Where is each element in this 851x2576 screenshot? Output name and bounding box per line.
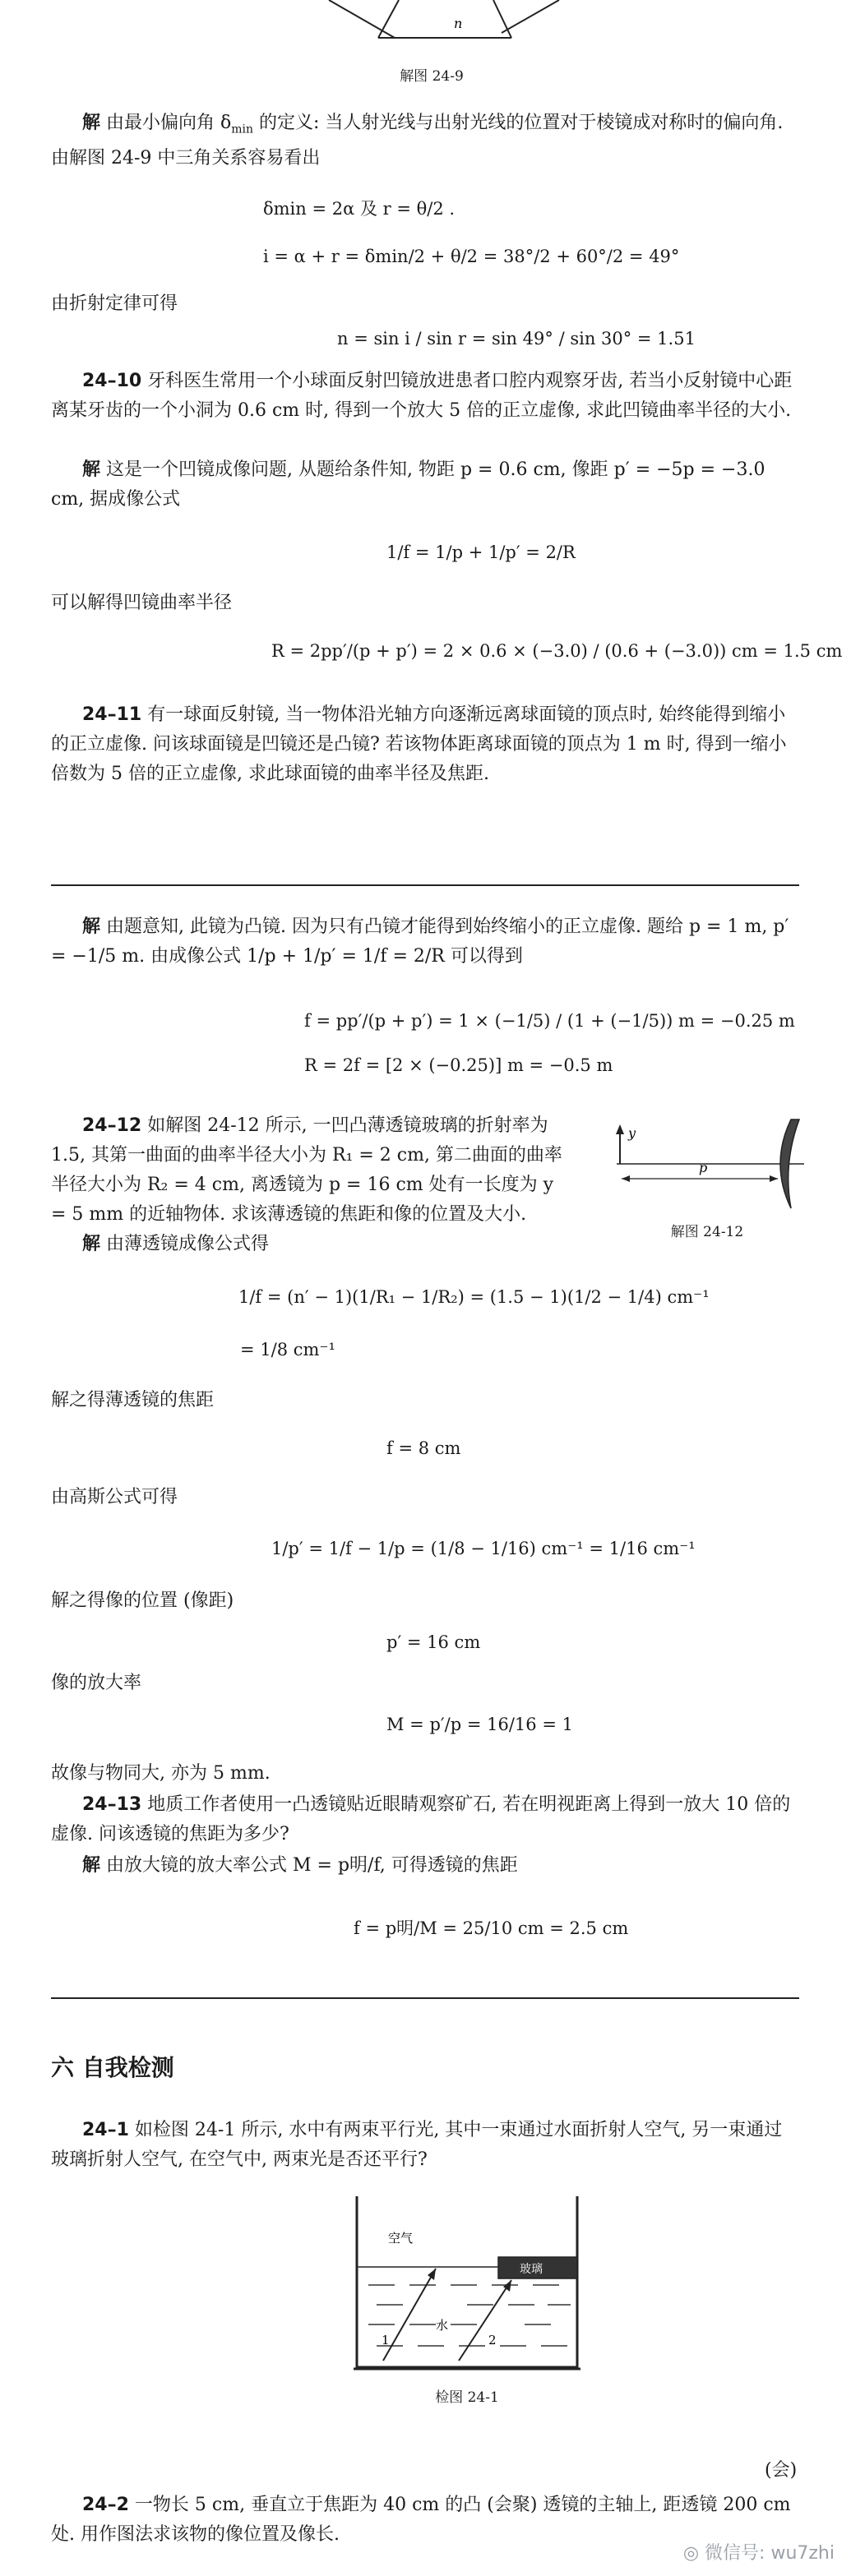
solution-24-10 bbox=[51, 455, 799, 515]
prism-left-edge bbox=[378, 0, 399, 38]
object-distance-label: p bbox=[699, 1160, 708, 1175]
problem-text: 如检图 24-1 所示, 水中有两束平行光, 其中一束通过水面折射人空气, 另一束通过玻璃折射人空气, 在空气中, 两束光是否还平行? bbox=[51, 2120, 783, 2170]
section-divider bbox=[51, 1997, 799, 1999]
problem-number: 24–10 bbox=[82, 371, 142, 391]
ray-2 bbox=[459, 2280, 511, 2361]
solution-24-12-focal-text: 解之得薄透镜的焦距 bbox=[51, 1390, 215, 1410]
solution-24-12-gauss-text: 由高斯公式可得 bbox=[51, 1487, 178, 1507]
water-hatching bbox=[368, 2285, 571, 2346]
figure-caption-24-9: 解图 24-9 bbox=[400, 68, 464, 85]
equation-deviation: δmin = 2α 及 r = θ/2 . bbox=[263, 199, 456, 219]
distance-arrowhead-right bbox=[770, 1175, 778, 1182]
container-walls bbox=[357, 2196, 577, 2367]
problem-text: 一物长 5 cm, 垂直立于焦距为 40 cm 的凸 (会聚) 透镜的主轴上, 距透镜 200 cm 处. 用作图法求该物的像位置及像长. bbox=[51, 2495, 791, 2545]
lens-figure-24-12 bbox=[608, 1116, 806, 1215]
solution-24-11 bbox=[51, 912, 799, 972]
problem-24-13 bbox=[51, 1790, 799, 1849]
object-height-label: y bbox=[628, 1125, 636, 1141]
problem-number: 24–11 bbox=[82, 704, 142, 725]
equation-lensmaker: 1/f = (n′ − 1)(1/R₁ − 1/R₂) = (1.5 − 1)(1/2 − 1/4) cm⁻¹ bbox=[238, 1287, 710, 1307]
equation-focal-length: f = pp′/(p + p′) = 1 × (−1/5) / (1 + (−1/5)) m = −0.25 m bbox=[304, 1011, 795, 1031]
distance-arrowhead-left bbox=[622, 1175, 630, 1182]
ray-1-arrowhead bbox=[428, 2269, 436, 2280]
equation-curvature-radius: R = 2pp′/(p + p′) = 2 × 0.6 × (−3.0) / (0.6 + (−3.0)) cm = 1.5 cm bbox=[271, 641, 843, 661]
problem-24-12 bbox=[51, 1111, 569, 1230]
ray-2-label: 2 bbox=[488, 2333, 497, 2347]
figure-caption-24-1: 检图 24-1 bbox=[435, 2389, 499, 2406]
prism-index-label: n bbox=[454, 16, 463, 31]
equation-magnification: M = p′/p = 16/16 = 1 bbox=[386, 1715, 573, 1734]
watermark bbox=[683, 2539, 835, 2564]
solution-text: 由题意知, 此镜为凸镜. 因为只有凸镜才能得到始终缩小的正立虚像. 题给 p = 1 m, p′ = −1/5 m. 由成像公式 1/p + 1/p′ = 1/f = 2/R 可以得到 bbox=[51, 916, 789, 967]
problem-text: 如解图 24-12 所示, 一凹凸薄透镜玻璃的折射率为 1.5, 其第一曲面的曲率半径大小为 R₁ = 2 cm, 第二曲面的曲率半径大小为 R₂ = 4 cm, 离透镜为 p = 16 cm 处有一长度为 y = 5 mm 的近轴物体. 求该薄透镜的焦距和像的位置及大小. bbox=[51, 1115, 562, 1225]
solution-24-12-image-pos-text: 解之得像的位置 (像距) bbox=[51, 1590, 234, 1611]
problem-24-11 bbox=[51, 700, 799, 789]
equation-lensmaker-result: = 1/8 cm⁻¹ bbox=[240, 1340, 335, 1360]
problem-24-10 bbox=[51, 367, 799, 426]
equation-magnifier-focal: f = p明/M = 25/10 cm = 2.5 cm bbox=[354, 1918, 629, 1938]
watermark-text: 微信号: wu7zhi bbox=[705, 2543, 835, 2564]
equation-focal-value: f = 8 cm bbox=[386, 1438, 461, 1458]
solution-24-13 bbox=[51, 1851, 799, 1881]
air-label: 空气 bbox=[388, 2231, 414, 2246]
ray-1 bbox=[383, 2269, 436, 2361]
problem-number: 24–13 bbox=[82, 1794, 142, 1815]
problem-text: 地质工作者使用一凸透镜贴近眼睛观察矿石, 若在明视距离上得到一放大 10 倍的虚像. 问该透镜的焦距为多少? bbox=[51, 1794, 791, 1844]
problem-number: 24–12 bbox=[82, 1115, 142, 1136]
solution-text-part: 由最小偏向角 δ bbox=[100, 113, 232, 133]
incident-ray bbox=[329, 0, 395, 38]
problem-text: 牙科医生常用一个小球面反射凹镜放进患者口腔内观察牙齿, 若当小反射镜中心距离某牙齿的一个小洞为 0.6 cm 时, 得到一个放大 5 倍的正立虚像, 求此凹镜曲率半径的大小. bbox=[51, 371, 793, 421]
solution-text: 这是一个凹镜成像问题, 从题给条件知, 物距 p = 0.6 cm, 像距 p′ = −5p = −3.0 cm, 据成像公式 bbox=[51, 459, 765, 510]
emergent-ray bbox=[502, 0, 559, 33]
prism-figure bbox=[296, 0, 592, 41]
solution-marker: 解 bbox=[82, 916, 101, 937]
solution-24-10-radius-text: 可以解得凹镜曲率半径 bbox=[51, 593, 233, 613]
solution-24-9-refraction-text: 由折射定律可得 bbox=[51, 293, 178, 314]
section-heading: 六 自我检测 bbox=[51, 2054, 174, 2081]
problem-24-1 bbox=[51, 2116, 799, 2175]
solution-24-12-conclusion: 故像与物同大, 亦为 5 mm. bbox=[51, 1763, 271, 1784]
solution-text: 由薄透镜成像公式得 bbox=[100, 1234, 270, 1254]
problem-number: 24–1 bbox=[82, 2120, 129, 2140]
solution-24-9-intro bbox=[51, 108, 799, 173]
figure-caption-24-12: 解图 24-12 bbox=[670, 1224, 744, 1240]
solution-24-12 bbox=[51, 1230, 569, 1259]
glass-label: 玻璃 bbox=[520, 2263, 543, 2276]
problem-number: 24–2 bbox=[82, 2495, 129, 2515]
solution-marker: 解 bbox=[82, 113, 101, 133]
equation-radius: R = 2f = [2 × (−0.25)] m = −0.5 m bbox=[304, 1055, 613, 1075]
solution-marker: 解 bbox=[82, 459, 101, 480]
equation-mirror-formula: 1/f = 1/p + 1/p′ = 2/R bbox=[386, 542, 576, 562]
subscript: min bbox=[231, 122, 254, 136]
solution-marker: 解 bbox=[82, 1234, 101, 1254]
solution-text-part: 的定义: 当人射光线与出射光线的位置对于棱镜成对称时的偏向角. 由解图 24-9 中三角关系容易看出 bbox=[51, 113, 784, 169]
equation-gauss: 1/p′ = 1/f − 1/p = (1/8 − 1/16) cm⁻¹ = 1/16 cm⁻¹ bbox=[271, 1539, 696, 1558]
object-arrowhead bbox=[616, 1124, 624, 1134]
equation-incidence-angle: i = α + r = δmin/2 + θ/2 = 38°/2 + 60°/2 = 49° bbox=[263, 247, 680, 266]
water-glass-figure bbox=[344, 2196, 590, 2373]
solution-24-12-magnification-text: 像的放大率 bbox=[51, 1673, 142, 1693]
equation-refractive-index: n = sin i / sin r = sin 49° / sin 30° = 1.51 bbox=[337, 329, 696, 349]
ray-1-label: 1 bbox=[382, 2333, 390, 2347]
wechat-icon: ◎ bbox=[682, 2543, 705, 2564]
solution-marker: 解 bbox=[82, 1855, 101, 1876]
equation-image-distance: p′ = 16 cm bbox=[386, 1632, 481, 1652]
problem-text: 有一球面反射镜, 当一物体沿光轴方向逐渐远离球面镜的顶点时, 始终能得到缩小的正立虚像. 问该球面镜是凹镜还是凸镜? 若该物体距离球面镜的顶点为 1 m 时, 得到一缩小倍数为 5 倍的正立虚像, 求此球面镜的曲率半径及焦距. bbox=[51, 704, 787, 784]
water-label: 水 bbox=[436, 2318, 449, 2333]
solution-text: 由放大镜的放大率公式 M = p明/f, 可得透镜的焦距 bbox=[100, 1855, 518, 1876]
answer-tag: (会) bbox=[765, 2460, 798, 2481]
section-divider bbox=[51, 884, 799, 886]
